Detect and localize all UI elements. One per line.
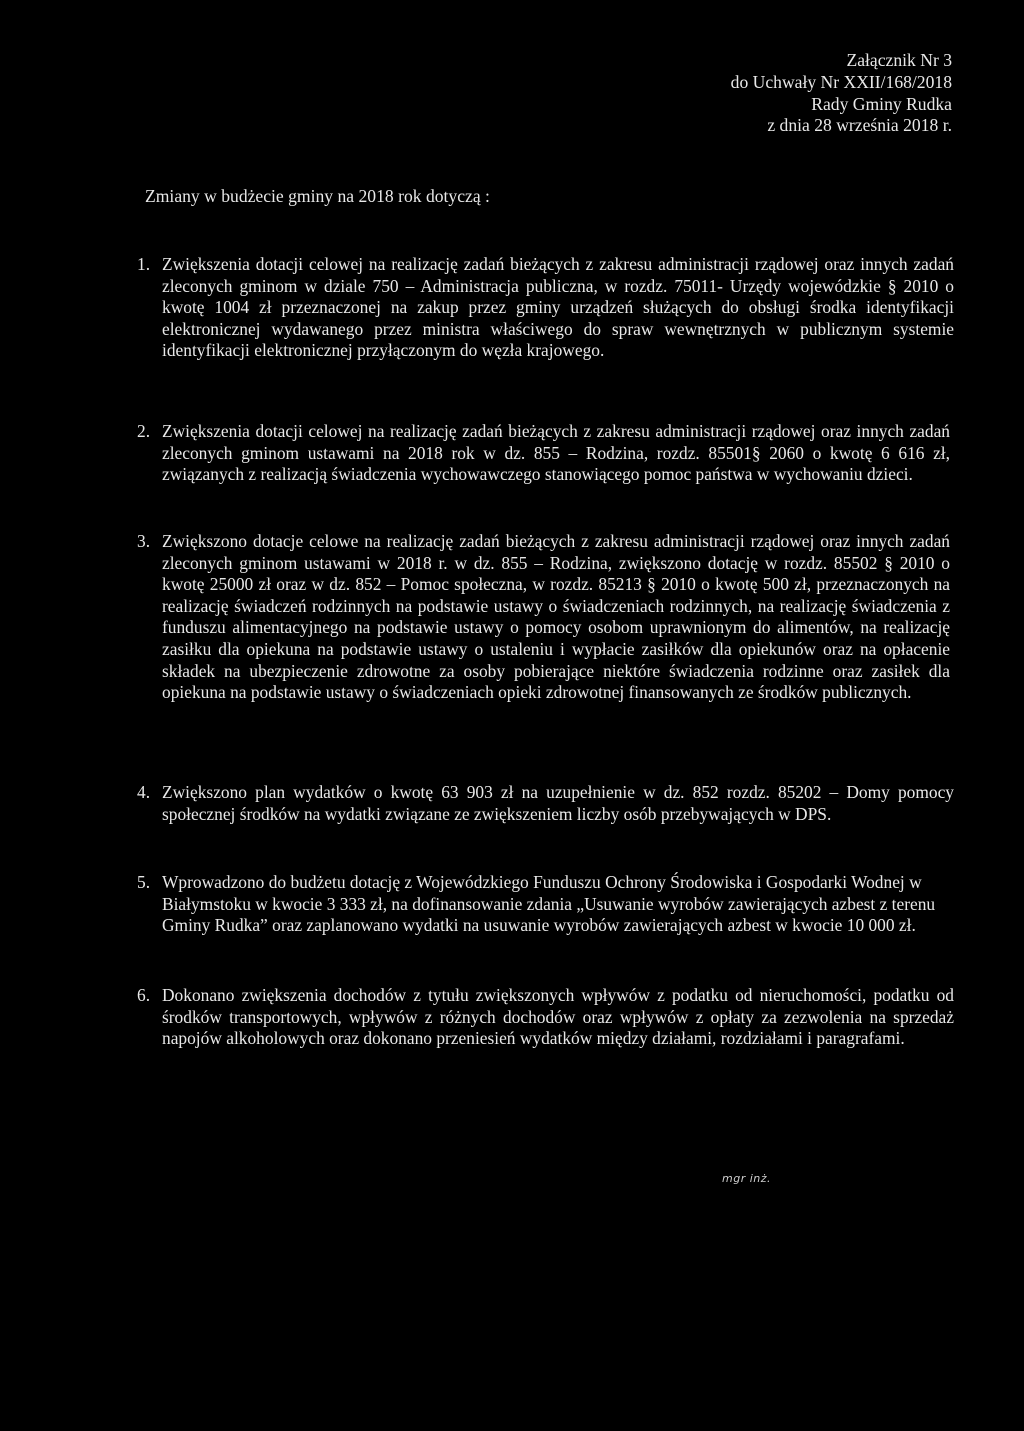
resolution-number: do Uchwały Nr XXII/168/2018 xyxy=(730,71,952,92)
item-text: Zwiększenia dotacji celowej na realizację zadań bieżących z zakresu administracji rządowej oraz innych zadań zleconych gminom w dziale 750 – Administracja publiczna, w rozdz. 75011- Urzędy wojewódzkie § 2010 o kwotę 1004 zł przeznaczonej na zakup przez gminy urządzeń służących do obsługi środka identyfikacji elektronicznej wydawanego przez ministra właściwego do spraw wewnętrznych w publicznym systemie identyfikacji elektronicznej przyłączonym do węzła krajowego. xyxy=(162,254,954,361)
item-number: 1. xyxy=(137,254,151,274)
signature-title: mgr inż. xyxy=(722,1172,772,1185)
resolution-date: z dnia 28 września 2018 r. xyxy=(767,115,952,136)
item-text: Dokonano zwiększenia dochodów z tytułu zwiększonych wpływów z podatku od nieruchomości, podatku od środków transportowych, wpływów z różnych dochodów oraz wpływów z opłaty za zezwolenia na sprzedaż napojów alkoholowych oraz dokonano przeniesień wydatków między działami, rozdziałami i paragrafami. xyxy=(162,985,954,1049)
item-number: 4. xyxy=(137,782,151,802)
intro-heading: Zmiany w budżecie gminy na 2018 rok dotyczą : xyxy=(145,186,490,206)
annex-number: Załącznik Nr 3 xyxy=(846,50,952,70)
council-name: Rady Gminy Rudka xyxy=(811,93,952,114)
item-text: Zwiększenia dotacji celowej na realizację zadań bieżących z zakresu administracji rządowej oraz innych zadań zleconych gminom ustawami na 2018 rok w dz. 855 – Rodzina, rozdz. 85501§ 2060 o kwotę 6 616 zł, związanych z realizacją świadczenia wychowawczego stanowiącego pomoc państwa w wychowaniu dzieci. xyxy=(162,421,950,485)
item-number: 5. xyxy=(137,872,151,892)
item-text: Wprowadzono do budżetu dotację z Wojewódzkiego Funduszu Ochrony Środowiska i Gospodarki Wodnej w Białymstoku w kwocie 3 333 zł, na dofinansowanie zdania „Usuwanie wyrobów zawierających azbest z terenu Gminy Rudka” oraz zaplanowano wydatki na usuwanie wyrobów zawierających azbest w kwocie 10 000 zł. xyxy=(162,872,936,936)
item-text: Zwiększono dotacje celowe na realizację zadań bieżących z zakresu administracji rządowej oraz innych zadań zleconych gminom ustawami w 2018 r. w dz. 855 – Rodzina, zwiększono dotację w rozdz. 85502 § 2010 o kwotę 25000 zł oraz w dz. 852 – Pomoc społeczna, w rozdz. 85213 § 2010 o kwotę 500 zł, przeznaczonych na realizację świadczeń rodzinnych na podstawie ustawy o świadczeniach rodzinnych, na realizację świadczenia z funduszu alimentacyjnego na podstawie ustawy o pomocy osobom uprawnionym do alimentów, na realizację zasiłku dla opiekuna na podstawie ustawy o ustaleniu i wypłacie zasiłków dla opiekunów oraz na opłacenie składek na ubezpieczenie zdrowotne za osoby pobierające niektóre świadczenia rodzinne oraz zasiłek dla opiekuna na podstawie ustawy o świadczeniach opieki zdrowotnej finansowanych ze środków publicznych. xyxy=(162,531,950,703)
item-number: 6. xyxy=(137,985,151,1005)
item-text: Zwiększono plan wydatków o kwotę 63 903 zł na uzupełnienie w dz. 852 rozdz. 85202 – Domy pomocy społecznej środków na wydatki związane ze zwiększeniem liczby osób przebywających w DPS. xyxy=(162,782,954,824)
document-header xyxy=(731,50,952,137)
item-number: 2. xyxy=(137,421,151,441)
item-number: 3. xyxy=(137,531,151,551)
